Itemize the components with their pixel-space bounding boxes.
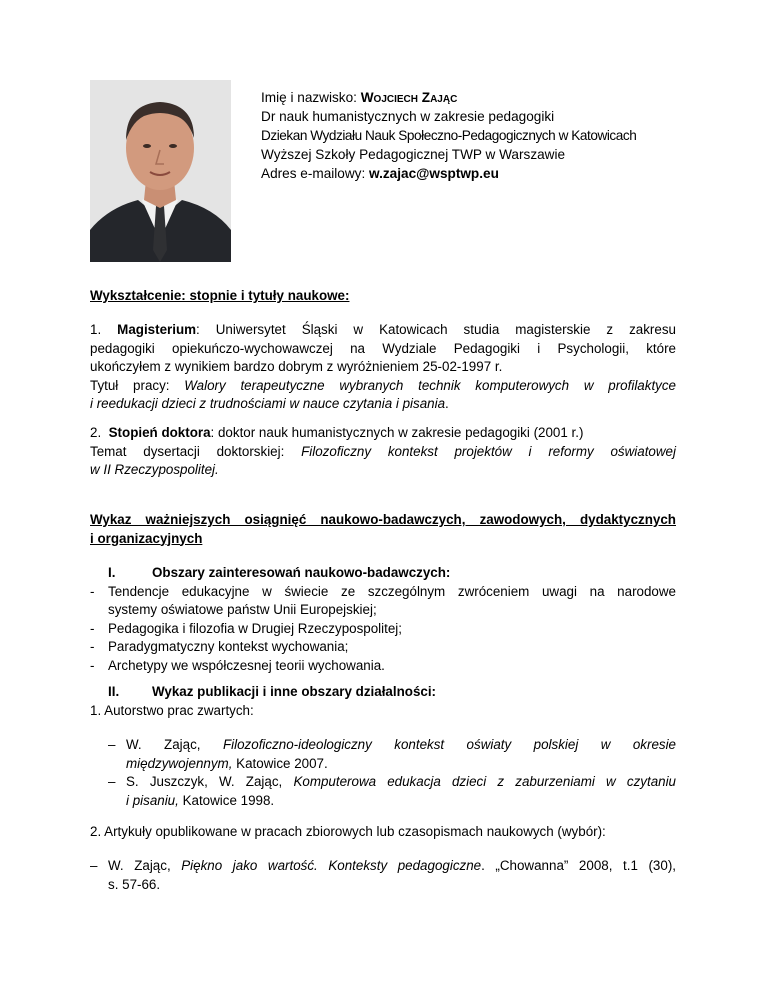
achievements-heading-line-1: Wykaz ważniejszych osiągnięć naukowo-badawczych, zawodowych, dydaktycznych (90, 512, 676, 527)
list-item: – W. Zając, Piękno jako wartość. Konteksty pedagogiczne. „Chowanna” 2008, t.1 (30), s. 57-66. (90, 858, 677, 892)
master-thesis-line-1: Tytuł pracy: Walory terapeutyczne wybranych technik komputerowych w profilaktyce (90, 377, 676, 393)
master-line-3: ukończyłem z wynikiem bardzo dobrym z wyróżnieniem 25-02-1997 r. (90, 359, 503, 374)
achievements-heading-line-2: i organizacyjnych (90, 530, 203, 546)
person-name: Wojciech Zając (360, 90, 458, 105)
list-item: - Pedagogika i filozofia w Drugiej Rzeczypospolitej; (90, 620, 402, 636)
email-address: w.zajac@wsptwp.eu (369, 166, 499, 181)
list-item: - Paradygmatyczny kontekst wychowania; (90, 639, 349, 654)
list-item: – S. Juszczyk, W. Zając, Komputerowa edukacja dzieci z zaburzeniami w czytaniu i pisaniu, Katowice 1998. (108, 774, 677, 808)
doctorate-thesis-line-1: Temat dysertacji doktorskiej: Filozoficzny kontekst projektów i reformy oświatowej (90, 443, 676, 459)
list-item: - Tendencje edukacyjne w świecie ze szczególnym zwróceniem uwagi na narodowe systemy oświatowe państw Unii Europejskiej; (90, 583, 676, 617)
master-thesis-line-2: i reedukacji dzieci z trudnościami w nauce czytania i pisania. (90, 396, 449, 411)
articles-subheading: 2. Artykuły opublikowane w pracach zbiorowych lub czasopismach naukowych (wybór): (90, 824, 606, 839)
email-label: Adres e-mailowy: (261, 166, 370, 181)
master-line-1: 1. Magisterium: Uniwersytet Śląski w Katowicach studia magisterskie z zakresu (90, 322, 676, 337)
school-name: Wyższej Szkoły Pedagogicznej TWP w Warszawie (261, 147, 566, 162)
academic-degree: Dr nauk humanistycznych w zakresie pedagogiki (261, 109, 555, 124)
education-heading: Wykształcenie: stopnie i tytuły naukowe: (90, 288, 350, 303)
achievements-heading (90, 511, 676, 548)
email-line (261, 164, 636, 183)
research-interests-section (90, 564, 676, 675)
portrait-photo (90, 80, 231, 262)
list-item: - Archetypy we współczesnej teorii wychowania. (90, 657, 385, 673)
dean-position: Dziekan Wydziału Nauk Społeczno-Pedagogicznych w Katowicach (261, 128, 637, 143)
name-line (261, 88, 636, 107)
publications-section (90, 683, 676, 720)
master-term: Magisterium (117, 322, 197, 337)
articles-list (90, 857, 676, 894)
books-subheading: 1. Autorstwo prac zwartych: (90, 702, 254, 718)
publications-title: II. Wykaz publikacji i inne obszary działalności: (108, 684, 437, 699)
master-line-2: pedagogiki opiekuńczo-wychowawczej na Wydziale Pedagogiki i Psychologii, które (90, 340, 676, 356)
research-interests-title: I. Obszary zainteresowań naukowo-badawczych: (108, 565, 451, 580)
doctorate-term: Stopień doktora (108, 425, 211, 440)
personal-info (261, 88, 636, 183)
list-item: – W. Zając, Filozoficzno-ideologiczny kontekst oświaty polskiej w okresie międzywojennym, Katowice 2007. (108, 737, 677, 771)
books-list (108, 736, 676, 810)
portrait-illustration (90, 80, 231, 262)
doctorate-thesis-line-2: w II Rzeczypospolitej. (90, 462, 219, 477)
education-item-master (90, 321, 676, 414)
doctorate-line-1: 2. Stopień doktora: doktor nauk humanistycznych w zakresie pedagogiki (2001 r.) (90, 425, 584, 440)
name-label: Imię i nazwisko: (261, 90, 361, 105)
education-item-doctorate (90, 424, 676, 480)
